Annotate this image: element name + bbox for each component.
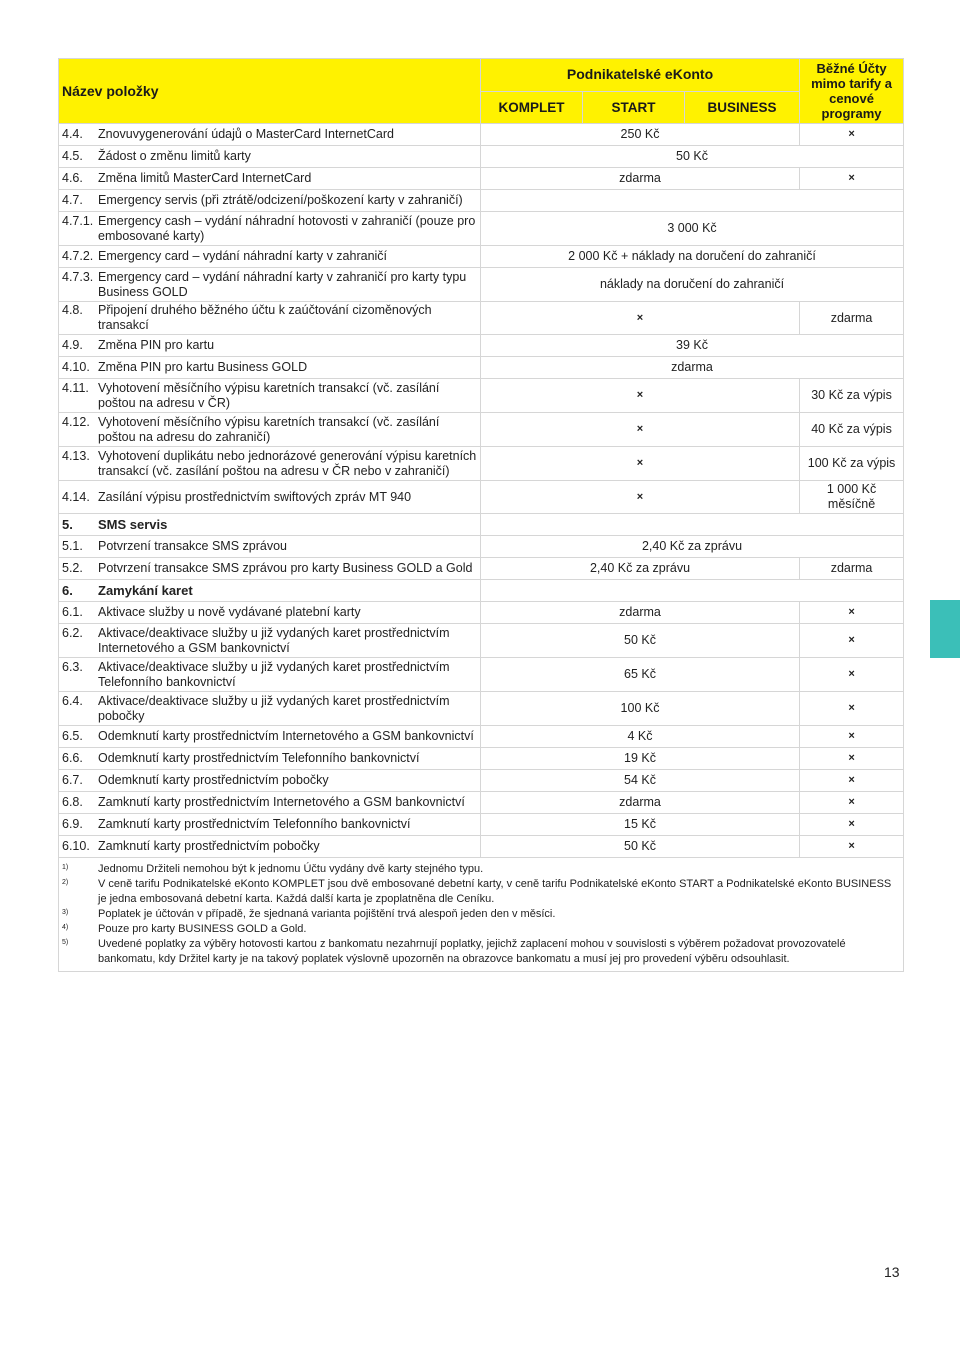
price-ekonto-cell: 19 Kč: [481, 748, 800, 770]
footnote-number: 3): [62, 909, 69, 916]
price-bezne-cell: zdarma: [800, 558, 904, 580]
footnote-text: V ceně tarifu Podnikatelské eKonto KOMPLET jsou dvě embosované debetní karty, v ceně tarifu Podnikatelské eKonto START a Podnikatelské eKonto BUSINESS je jedna embosovaná debetní karta. Každá další karta je zpoplatněna dle Ceníku.: [98, 878, 892, 905]
footnote: [62, 877, 900, 907]
price-all-cell: 3 000 Kč: [481, 212, 904, 246]
empty-cell: [481, 190, 904, 212]
row-number: 4.9.: [62, 338, 83, 352]
row-label: Žádost o změnu limitů karty: [98, 149, 251, 163]
row-number: 6.4.: [62, 693, 83, 708]
price-all-cell: zdarma: [481, 357, 904, 379]
table-row: [59, 302, 904, 335]
table-row: [59, 268, 904, 302]
row-item-cell: [59, 212, 481, 246]
row-label: Emergency card – vydání náhradní karty v zahraničí: [98, 249, 388, 263]
empty-cell: [481, 514, 904, 536]
price-ekonto-cell: 2,40 Kč za zprávu: [481, 558, 800, 580]
price-ekonto-cell: 4 Kč: [481, 726, 800, 748]
row-label: Změna PIN pro kartu: [98, 338, 215, 352]
row-number: 5.2.: [62, 561, 83, 575]
price-bezne-cell: 100 Kč za výpis: [800, 447, 904, 481]
footnote-number: 1): [62, 864, 69, 871]
header-start: START: [583, 91, 685, 124]
price-all-cell: 50 Kč: [481, 146, 904, 168]
row-label: Emergency cash – vydání náhradní hotovosti v zahraničí (pouze pro embosované karty): [98, 213, 476, 243]
price-bezne-cell: ×: [800, 814, 904, 836]
price-bezne-cell: ×: [800, 124, 904, 146]
footnote: [62, 922, 900, 937]
price-bezne-cell: ×: [800, 168, 904, 190]
table-row: [59, 792, 904, 814]
price-bezne-cell: 1 000 Kč měsíčně: [800, 481, 904, 514]
table-row: [59, 246, 904, 268]
row-item-cell: [59, 413, 481, 447]
price-ekonto-cell: zdarma: [481, 792, 800, 814]
table-row: [59, 190, 904, 212]
price-bezne-cell: ×: [800, 748, 904, 770]
row-number: 6.9.: [62, 817, 83, 831]
price-bezne-cell: ×: [800, 624, 904, 658]
row-number: 4.12.: [62, 414, 90, 429]
row-label: Aktivace/deaktivace služby u již vydaných karet prostřednictvím Internetového a GSM bankovnictví: [98, 625, 450, 655]
row-label: Znovuvygenerování údajů o MasterCard InternetCard: [98, 127, 394, 141]
table-row: [59, 212, 904, 246]
row-label: Připojení druhého běžného účtu k zaúčtování cizoměnových transakcí: [98, 303, 432, 332]
footnote: [62, 907, 900, 922]
row-number: 4.7.3.: [62, 269, 94, 284]
row-item-cell: [59, 624, 481, 658]
row-item-cell: [59, 124, 481, 146]
table-row: [59, 580, 904, 602]
row-label: Zamykání karet: [98, 583, 193, 598]
footnote-text: Uvedené poplatky za výběry hotovosti kartou z bankomatu nezahrnují poplatky, jejichž zaplacení mohou v souvislosti s výběrem požadovat provozovatelé bankomatu, kdy Držitel karty je na takový poplatek výslovně upozorněn na obrazovce bankomatu a musí jej pro provedení výběru odsouhlasit.: [98, 938, 846, 965]
row-number: 6.8.: [62, 795, 83, 809]
row-number: 5.: [62, 517, 73, 532]
footnote-text: Pouze pro karty BUSINESS GOLD a Gold.: [98, 923, 307, 935]
price-ekonto-cell: ×: [481, 447, 800, 481]
table-row: [59, 335, 904, 357]
row-label: SMS servis: [98, 517, 168, 532]
price-all-cell: 2 000 Kč + náklady na doručení do zahraničí: [481, 246, 904, 268]
row-label: Zamknutí karty prostřednictvím Internetového a GSM bankovnictví: [98, 795, 465, 809]
row-item-cell: [59, 836, 481, 858]
table-row: [59, 558, 904, 580]
table-row: [59, 536, 904, 558]
footnote: [62, 937, 900, 967]
footnote-number: 5): [62, 939, 69, 946]
row-number: 6.6.: [62, 751, 83, 765]
table-row: [59, 514, 904, 536]
row-item-cell: [59, 146, 481, 168]
side-color-tab: [930, 600, 960, 658]
price-all-cell: 39 Kč: [481, 335, 904, 357]
row-item-cell: [59, 580, 481, 602]
row-number: 4.11.: [62, 380, 89, 395]
row-number: 6.2.: [62, 625, 83, 640]
row-number: 6.3.: [62, 659, 83, 674]
row-number: 4.6.: [62, 171, 83, 185]
row-item-cell: [59, 692, 481, 726]
table-row: [59, 692, 904, 726]
row-item-cell: [59, 447, 481, 481]
row-item-cell: [59, 190, 481, 212]
row-number: 4.13.: [62, 448, 90, 463]
price-ekonto-cell: ×: [481, 302, 800, 335]
row-label: Odemknutí karty prostřednictvím Telefonního bankovnictví: [98, 751, 420, 765]
table-row: [59, 168, 904, 190]
price-bezne-cell: zdarma: [800, 302, 904, 335]
row-number: 4.4.: [62, 127, 83, 141]
price-ekonto-cell: 50 Kč: [481, 624, 800, 658]
price-ekonto-cell: 65 Kč: [481, 658, 800, 692]
row-item-cell: [59, 357, 481, 379]
table-row: [59, 357, 904, 379]
row-label: Potvrzení transakce SMS zprávou pro karty Business GOLD a Gold: [98, 561, 473, 575]
price-bezne-cell: ×: [800, 692, 904, 726]
row-label: Odemknutí karty prostřednictvím pobočky: [98, 773, 329, 787]
page-number: 13: [884, 1264, 900, 1280]
row-item-cell: [59, 814, 481, 836]
price-bezne-cell: ×: [800, 602, 904, 624]
table-row: [59, 413, 904, 447]
header-ekonto-group: Podnikatelské eKonto: [481, 59, 800, 92]
price-bezne-cell: ×: [800, 658, 904, 692]
price-table-container: [58, 58, 903, 972]
table-row: [59, 770, 904, 792]
row-label: Zamknutí karty prostřednictvím Telefonního bankovnictví: [98, 817, 411, 831]
header-bezne-ucty: Běžné Účty mimo tarify a cenové programy: [800, 59, 904, 124]
price-all-cell: náklady na doručení do zahraničí: [481, 268, 904, 302]
row-label: Zamknutí karty prostřednictvím pobočky: [98, 839, 320, 853]
footnote-number: 2): [62, 879, 69, 886]
row-number: 4.8.: [62, 303, 83, 317]
row-label: Emergency card – vydání náhradní karty v zahraničí pro karty typu Business GOLD: [98, 269, 467, 299]
row-number: 6.10.: [62, 839, 90, 853]
row-number: 4.7.1.: [62, 213, 94, 228]
footnote: [62, 862, 900, 877]
row-number: 6.: [62, 583, 73, 598]
price-ekonto-cell: 100 Kč: [481, 692, 800, 726]
table-row: [59, 726, 904, 748]
price-bezne-cell: ×: [800, 726, 904, 748]
row-item-cell: [59, 602, 481, 624]
row-label: Aktivace/deaktivace služby u již vydaných karet prostřednictvím Telefonního bankovnictví: [98, 659, 450, 689]
row-item-cell: [59, 379, 481, 413]
price-ekonto-cell: 54 Kč: [481, 770, 800, 792]
row-label: Zasílání výpisu prostřednictvím swiftových zpráv MT 940: [98, 489, 412, 504]
price-ekonto-cell: zdarma: [481, 168, 800, 190]
header-komplet: KOMPLET: [481, 91, 583, 124]
row-item-cell: [59, 770, 481, 792]
table-row: [59, 836, 904, 858]
row-item-cell: [59, 536, 481, 558]
price-ekonto-cell: ×: [481, 379, 800, 413]
table-row: [59, 447, 904, 481]
price-ekonto-cell: zdarma: [481, 602, 800, 624]
footnotes-row: [59, 858, 904, 972]
price-bezne-cell: ×: [800, 770, 904, 792]
row-item-cell: [59, 514, 481, 536]
row-number: 6.7.: [62, 773, 83, 787]
row-item-cell: [59, 792, 481, 814]
footnote-text: Poplatek je účtován v případě, že sjednaná varianta pojištění trvá alespoň jeden den v měsíci.: [98, 908, 556, 920]
row-number: 4.5.: [62, 149, 83, 163]
price-ekonto-cell: 50 Kč: [481, 836, 800, 858]
row-number: 4.7.2.: [62, 249, 94, 263]
price-ekonto-cell: 250 Kč: [481, 124, 800, 146]
price-ekonto-cell: 15 Kč: [481, 814, 800, 836]
table-row: [59, 124, 904, 146]
price-bezne-cell: 40 Kč za výpis: [800, 413, 904, 447]
header-business: BUSINESS: [685, 91, 800, 124]
table-row: [59, 481, 904, 514]
price-ekonto-cell: ×: [481, 481, 800, 514]
price-table: [58, 58, 904, 972]
row-label: Potvrzení transakce SMS zprávou: [98, 539, 287, 553]
row-label: Změna limitů MasterCard InternetCard: [98, 171, 312, 185]
row-label: Vyhotovení duplikátu nebo jednorázové generování výpisu karetních transakcí (vč. zasílání poštou na adresu v ČR nebo v zahraničí): [98, 448, 477, 478]
table-row: [59, 379, 904, 413]
row-item-cell: [59, 246, 481, 268]
footnote-text: Jednomu Držiteli nemohou být k jednomu Účtu vydány dvě karty stejného typu.: [98, 863, 484, 875]
row-number: 5.1.: [62, 539, 83, 553]
row-number: 6.1.: [62, 605, 83, 619]
row-label: Emergency servis (při ztrátě/odcizení/poškození karty v zahraničí): [98, 193, 463, 207]
row-number: 4.7.: [62, 193, 83, 207]
table-row: [59, 602, 904, 624]
row-label: Vyhotovení měsíčního výpisu karetních transakcí (vč. zasílání poštou na adresu do zahraničí): [98, 414, 440, 444]
price-bezne-cell: ×: [800, 792, 904, 814]
footnotes: [59, 858, 904, 972]
row-item-cell: [59, 748, 481, 770]
row-label: Aktivace/deaktivace služby u již vydaných karet prostřednictvím pobočky: [98, 693, 450, 723]
row-label: Změna PIN pro kartu Business GOLD: [98, 360, 308, 374]
footnote-number: 4): [62, 924, 69, 931]
table-row: [59, 748, 904, 770]
row-label: Odemknutí karty prostřednictvím Internetového a GSM bankovnictví: [98, 729, 474, 743]
row-number: 4.10.: [62, 360, 90, 374]
row-number: 6.5.: [62, 729, 83, 743]
empty-cell: [481, 580, 904, 602]
row-item-cell: [59, 268, 481, 302]
table-row: [59, 658, 904, 692]
header-item-name: Název položky: [59, 59, 481, 124]
row-item-cell: [59, 658, 481, 692]
price-ekonto-cell: ×: [481, 413, 800, 447]
price-bezne-cell: 30 Kč za výpis: [800, 379, 904, 413]
price-all-cell: 2,40 Kč za zprávu: [481, 536, 904, 558]
row-item-cell: [59, 558, 481, 580]
row-item-cell: [59, 302, 481, 335]
table-row: [59, 624, 904, 658]
row-item-cell: [59, 335, 481, 357]
price-bezne-cell: ×: [800, 836, 904, 858]
table-row: [59, 146, 904, 168]
row-item-cell: [59, 481, 481, 514]
row-label: Vyhotovení měsíčního výpisu karetních transakcí (vč. zasílání poštou na adresu v ČR): [98, 380, 440, 410]
table-row: [59, 814, 904, 836]
row-number: 4.14.: [62, 489, 90, 504]
row-label: Aktivace služby u nově vydávané platební karty: [98, 605, 361, 619]
row-item-cell: [59, 168, 481, 190]
row-item-cell: [59, 726, 481, 748]
